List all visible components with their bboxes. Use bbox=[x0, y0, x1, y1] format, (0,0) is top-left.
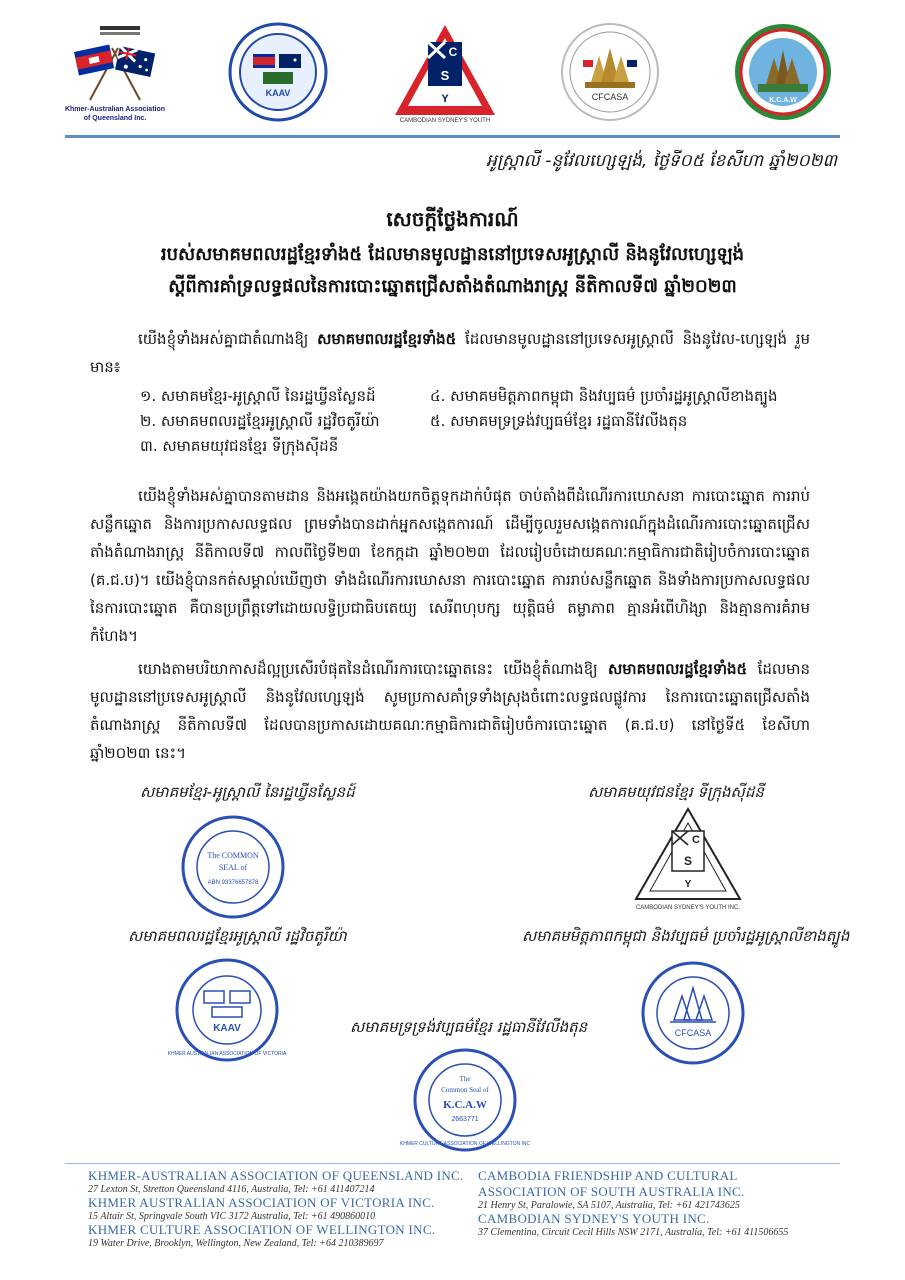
list-item: ៤. សមាគមមិត្តភាពកម្ពុជា និងវប្បធម៌ ប្រចាំរដ្ឋអូស្ត្រាលីខាងត្បូង bbox=[430, 387, 778, 405]
footer-address-queensland: 27 Lexton St, Stretton Queensland 4116, Australia, Tel: +61 411407214 bbox=[88, 1184, 375, 1195]
seal-south-australia-stamp bbox=[638, 958, 748, 1068]
footer-address-wellington: 19 Water Drive, Brooklyn, Wellington, New Zealand, Tel: +64 210389697 bbox=[88, 1238, 384, 1249]
statement-title: សេចក្តីថ្លែងការណ៍ bbox=[386, 207, 519, 231]
svg-text:C: C bbox=[448, 45, 458, 59]
seal-victoria-stamp bbox=[167, 955, 287, 1065]
list-item: ៣. សមាគមយុវជនខ្មែរ ទីក្រុងស៊ីដនី bbox=[140, 437, 339, 455]
support-paragraph: យោងតាមបរិយាកាសដ៏ល្អប្រសើរបំផុតនៃដំណើរការបោះឆ្នោតនេះ យើងខ្ញុំតំណាងឱ្យ សមាគមពលរដ្ឋខ្មែរទាំង៥ ដែលមានមូលដ្ឋាននៅប្រទេសអូស្ត្រាលី និងនូវែលហ្សេឡង់ សូមប្រកាសគាំទ្រទាំងស្រុងចំពោះលទ្ធផលផ្លូវការ នៃការបោះឆ្នោតជ្រើសតាំងតំណាងរាស្ត្រ នីតិកាលទី៧ ដែលបានប្រកាសដោយគណៈកម្មាធិការជាតិរៀបចំការបោះឆ្នោត (គ.ជ.ប) នៅថ្ងៃទី៥ ខែសីហា ឆ្នាំ២០២៣ នេះ។ bbox=[90, 660, 810, 762]
kcaw-logo bbox=[728, 20, 838, 125]
svg-text:Y: Y bbox=[684, 879, 692, 890]
svg-text:CAMBODIAN SYDNEY'S YOUTH INC.: CAMBODIAN SYDNEY'S YOUTH INC. bbox=[635, 905, 741, 911]
svg-text:The COMMON: The COMMON bbox=[207, 851, 259, 860]
signature-label-victoria: សមាគមពលរដ្ឋខ្មែរអូស្ត្រាលី រដ្ឋវិចតូរីយ៉ា bbox=[128, 927, 347, 945]
svg-text:CFCASA: CFCASA bbox=[674, 1028, 712, 1038]
svg-text:2663771: 2663771 bbox=[451, 1116, 479, 1123]
footer-org-queensland: KHMER-AUSTRALIAN ASSOCIATION OF QUEENSLAND INC. bbox=[88, 1168, 464, 1183]
footer-org-victoria: KHMER AUSTRALIAN ASSOCIATION OF VICTORIA INC. bbox=[88, 1195, 435, 1210]
svg-text:KHMER AUSTRALIAN ASSOCIATION O: KHMER AUSTRALIAN ASSOCIATION OF VICTORIA bbox=[167, 1051, 287, 1057]
footer-org-south-australia: CAMBODIA FRIENDSHIP AND CULTURAL bbox=[478, 1168, 738, 1183]
svg-text:Common Seal of: Common Seal of bbox=[441, 1086, 489, 1094]
footer-right bbox=[478, 1168, 838, 1238]
observation-paragraph: យើងខ្ញុំទាំងអស់គ្នាបានតាមដាន និងអង្កេតយ៉ាងយកចិត្តទុកដាក់បំផុត ចាប់តាំងពីដំណើរការឃោសនា ការបោះឆ្នោត ការរាប់សន្លឹកឆ្នោត និងការប្រកាសលទ្ធផល ព្រមទាំងបានដាក់អ្នកសង្កេតការណ៍ ដើម្បីចូលរួមសង្កេតការណ៍ក្នុងដំណើរការបោះឆ្នោតជ្រើសតាំងតំណាងរាស្ត្រ នីតិកាលទី៧ កាលពីថ្ងៃទី២៣ ខែកក្កដា ឆ្នាំ២០២៣ ដែលរៀបចំដោយគណៈកម្មាធិការជាតិរៀបចំការបោះឆ្នោត (គ.ជ.ប)។ យើងខ្ញុំបានកត់សម្គាល់ឃើញថា ទាំងដំណើរការឃោសនា ការបោះឆ្នោត ការរាប់សន្លឹកឆ្នោត និងទាំងការប្រកាសលទ្ធផលនៃការបោះឆ្នោត គឺបានប្រព្រឹត្តទៅដោយលទ្ធិប្រជាធិបតេយ្យ សេរីពហុបក្ស យុត្តិធម៌ តម្លាភាព គ្មានអំពើហិង្សា និងគ្មានការគំរាមកំហែង។ bbox=[90, 487, 810, 645]
member-list bbox=[140, 384, 820, 464]
association-name-bold: សមាគមពលរដ្ឋខ្មែរទាំង៥ bbox=[608, 660, 748, 678]
statement-subtitle: របស់សមាគមពលរដ្ឋខ្មែរទាំង៥ ដែលមានមូលដ្ឋាននៅប្រទេសអូស្ត្រាលី និងនូវែលហ្សេឡង់ bbox=[160, 244, 745, 265]
footer-org-wellington: KHMER CULTURE ASSOCIATION OF WELLINGTON INC. bbox=[88, 1222, 436, 1237]
association-name-bold: សមាគមពលរដ្ឋខ្មែរទាំង៥ bbox=[317, 330, 457, 348]
footer-rule bbox=[65, 1163, 840, 1164]
seal-sydney-youth bbox=[628, 805, 748, 915]
header-rule bbox=[65, 135, 840, 138]
khmer-australian-queensland-logo bbox=[60, 20, 170, 125]
footer-address-victoria: 15 Altair St, Springvale South VIC 3172 Australia, Tel: +61 490860010 bbox=[88, 1211, 376, 1222]
svg-text:S: S bbox=[683, 854, 693, 868]
signature-label-sydney-youth: សមាគមយុវជនខ្មែរ ទីក្រុងស៊ីដនី bbox=[588, 783, 764, 801]
svg-text:Y: Y bbox=[441, 93, 449, 105]
seal-wellington-stamp bbox=[399, 1045, 531, 1155]
intro-paragraph: យើងខ្ញុំទាំងអស់គ្នាជាតំណាងឱ្យ សមាគមពលរដ្ឋខ្មែរទាំង៥ ដែលមានមូលដ្ឋាននៅប្រទេសអូស្ត្រាលី និងនូវែល-ហ្សេឡង់ រួមមាន៖ bbox=[90, 330, 810, 376]
footer-left bbox=[88, 1168, 468, 1249]
date-line: អូស្ត្រាលី -នូវែលហ្សេឡង់, ថ្ងៃទី០៥ ខែសីហា ឆ្នាំ២០២៣ bbox=[486, 151, 837, 171]
svg-text:K.C.A.W: K.C.A.W bbox=[443, 1099, 487, 1111]
cfcasa-logo bbox=[555, 20, 665, 125]
list-item: ៥. សមាគមទ្រទ្រង់វប្បធម៌ខ្មែរ រដ្ឋធានីវែលីងតុន bbox=[430, 412, 688, 430]
svg-text:of Queensland Inc.: of Queensland Inc. bbox=[83, 115, 147, 122]
svg-text:KAAV: KAAV bbox=[213, 1023, 241, 1034]
svg-text:KAAV: KAAV bbox=[265, 88, 291, 98]
kaav-seal-logo bbox=[223, 20, 333, 125]
svg-text:The: The bbox=[459, 1075, 471, 1083]
svg-text:C: C bbox=[692, 834, 700, 846]
svg-text:Khmer-Australian Association: Khmer-Australian Association bbox=[64, 106, 166, 113]
statement-topic: ស្តីពីការគាំទ្រលទ្ធផលនៃការបោះឆ្នោតជ្រើសតាំងតំណាងរាស្ត្រ នីតិកាលទី៧ ឆ្នាំ២០២៣ bbox=[168, 276, 737, 297]
header-logos bbox=[60, 20, 850, 130]
seal-queensland-stamp bbox=[178, 812, 288, 922]
signature-label-south-australia: សមាគមមិត្តភាពកម្ពុជា និងវប្បធម៌ ប្រចាំរដ្ឋអូស្ត្រាលីខាងត្បូង bbox=[522, 927, 850, 945]
list-item: ១. សមាគមខ្មែរ-អូស្ត្រាលី នៃរដ្ឋឃ្វីនស្លែនដ៍ bbox=[140, 387, 376, 405]
list-item: ២. សមាគមពលរដ្ឋខ្មែរអូស្ត្រាលី រដ្ឋវិចតូរីយ៉ា bbox=[140, 412, 380, 430]
svg-text:CAMBODIAN SYDNEY'S YOUTH: CAMBODIAN SYDNEY'S YOUTH bbox=[399, 118, 491, 124]
svg-text:KHMER CULTURE ASSOCIATION OF W: KHMER CULTURE ASSOCIATION OF WELLINGTON INC bbox=[399, 1141, 531, 1147]
signature-label-wellington: សមាគមទ្រទ្រង់វប្បធម៌ខ្មែរ រដ្ឋធានីវែលីងតុន bbox=[350, 1018, 588, 1036]
svg-text:K.C.A.W: K.C.A.W bbox=[769, 97, 797, 104]
footer-org-sydney-youth: CAMBODIAN SYDNEY'S YOUTH INC. bbox=[478, 1211, 710, 1226]
svg-text:SEAL of: SEAL of bbox=[218, 863, 248, 872]
signature-label-queensland: សមាគមខ្មែរ-អូស្ត្រាលី នៃរដ្ឋឃ្វីនស្លែនដ៍ bbox=[140, 783, 355, 801]
footer-address-south-australia: 21 Henry St, Paralowie, SA 5107, Australia, Tel: +61 421743625 bbox=[478, 1200, 740, 1211]
svg-text:S: S bbox=[440, 68, 450, 83]
footer-org-south-australia-line2: ASSOCIATION OF SOUTH AUSTRALIA INC. bbox=[478, 1184, 745, 1199]
svg-text:ABN 93376657878: ABN 93376657878 bbox=[207, 880, 259, 886]
cambodian-sydneys-youth-logo bbox=[390, 20, 500, 125]
footer-address-sydney-youth: 37 Clementina, Circuit Cecil Hills NSW 2171, Australia, Tel: +61 411506655 bbox=[478, 1227, 789, 1238]
svg-text:CFCASA: CFCASA bbox=[591, 92, 629, 102]
